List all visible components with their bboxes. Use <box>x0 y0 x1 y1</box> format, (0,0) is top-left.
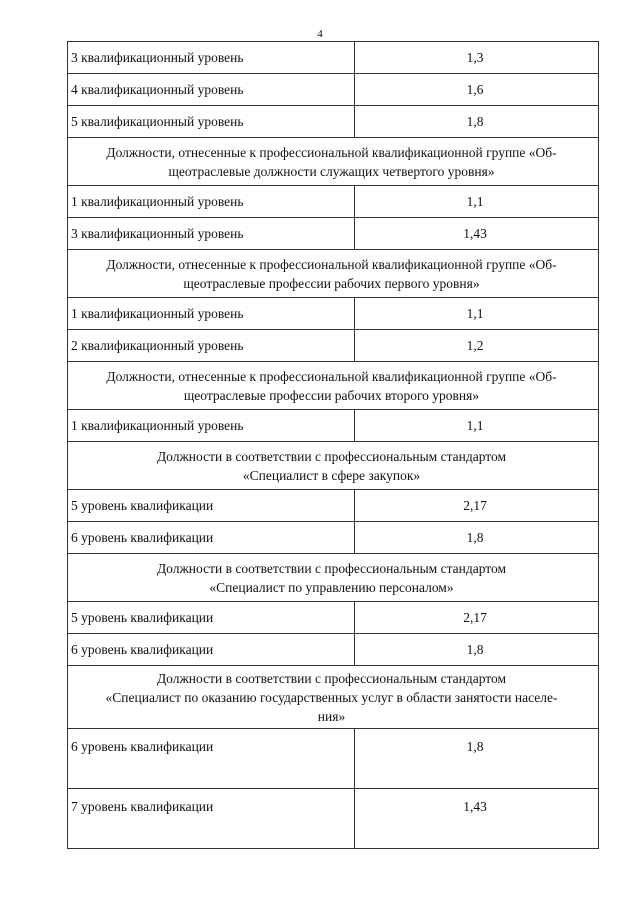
section-header <box>68 666 599 729</box>
level-label: 6 уровень квалификации <box>68 522 355 554</box>
table-row <box>68 729 599 789</box>
level-label: 5 квалификационный уровень <box>68 106 355 138</box>
table-row <box>68 186 599 218</box>
level-label: 3 квалификационный уровень <box>68 42 355 74</box>
table-row <box>68 789 599 849</box>
level-label: 1 квалификационный уровень <box>68 410 355 442</box>
table-row <box>68 106 599 138</box>
section-header-line: «Специалист по оказанию государственных услуг в области занятости населе- <box>105 689 558 705</box>
section-header-line: Должности в соответствии с профессиональным стандартом <box>156 560 507 576</box>
coefficient-value: 1,8 <box>355 106 599 138</box>
table-row <box>68 298 599 330</box>
level-label: 2 квалификационный уровень <box>68 330 355 362</box>
table-row <box>68 218 599 250</box>
section-header <box>68 250 599 298</box>
level-label: 1 квалификационный уровень <box>68 298 355 330</box>
table-row <box>68 602 599 634</box>
section-header-line: «Специалист по управлению персоналом» <box>209 579 454 595</box>
coefficient-value: 1,8 <box>355 522 599 554</box>
coefficient-value: 1,43 <box>355 218 599 250</box>
level-label: 6 уровень квалификации <box>68 729 355 789</box>
coefficient-value: 1,2 <box>355 330 599 362</box>
section-header-line: Должности, отнесенные к профессиональной квалификационной группе «Об- <box>106 144 557 160</box>
section-header-line: щеотраслевые профессии рабочих второго уровня» <box>183 387 480 403</box>
section-header <box>68 362 599 410</box>
level-label: 5 уровень квалификации <box>68 602 355 634</box>
table-row <box>68 74 599 106</box>
section-header-row <box>68 666 599 729</box>
section-header-row <box>68 442 599 490</box>
level-label: 3 квалификационный уровень <box>68 218 355 250</box>
section-header-line: щеотраслевые профессии рабочих первого уровня» <box>183 275 480 291</box>
coefficient-value: 1,6 <box>355 74 599 106</box>
level-label: 6 уровень квалификации <box>68 634 355 666</box>
coefficient-value: 1,1 <box>355 410 599 442</box>
section-header-row <box>68 554 599 602</box>
level-label: 4 квалификационный уровень <box>68 74 355 106</box>
section-header-line: Должности в соответствии с профессиональным стандартом <box>156 670 507 686</box>
table-row <box>68 634 599 666</box>
section-header-line: Должности, отнесенные к профессиональной квалификационной группе «Об- <box>106 256 557 272</box>
table-row <box>68 522 599 554</box>
level-label: 1 квалификационный уровень <box>68 186 355 218</box>
level-label: 7 уровень квалификации <box>68 789 355 849</box>
coefficient-value: 1,3 <box>355 42 599 74</box>
coefficients-table <box>67 41 599 849</box>
coefficient-value: 1,43 <box>355 789 599 849</box>
coefficient-value: 1,8 <box>355 729 599 789</box>
section-header-line: щеотраслевые должности служащих четвертого уровня» <box>168 163 495 179</box>
coefficient-value: 2,17 <box>355 490 599 522</box>
section-header <box>68 442 599 490</box>
section-header-line: ния» <box>317 708 346 724</box>
table-row <box>68 410 599 442</box>
table-row <box>68 330 599 362</box>
section-header-row <box>68 250 599 298</box>
coefficient-value: 1,1 <box>355 298 599 330</box>
table-row <box>68 42 599 74</box>
section-header-row <box>68 138 599 186</box>
section-header <box>68 554 599 602</box>
section-header-row <box>68 362 599 410</box>
coefficient-value: 1,8 <box>355 634 599 666</box>
section-header-line: Должности, отнесенные к профессиональной квалификационной группе «Об- <box>106 368 557 384</box>
coefficient-value: 1,1 <box>355 186 599 218</box>
coefficient-value: 2,17 <box>355 602 599 634</box>
page-number: 4 <box>317 28 323 40</box>
level-label: 5 уровень квалификации <box>68 490 355 522</box>
section-header-line: Должности в соответствии с профессиональным стандартом <box>156 448 507 464</box>
section-header-line: «Специалист в сфере закупок» <box>242 467 421 483</box>
table-row <box>68 490 599 522</box>
section-header <box>68 138 599 186</box>
